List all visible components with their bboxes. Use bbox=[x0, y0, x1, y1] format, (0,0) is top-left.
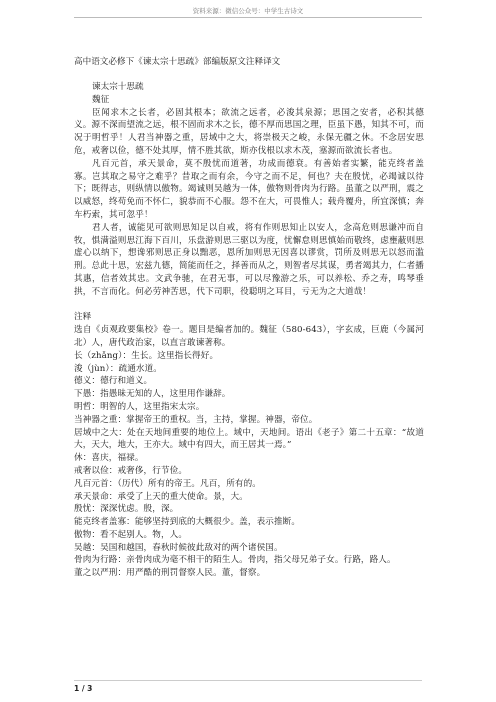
page-header-source: 资料来源：微信公众号：中学生古诗文 bbox=[192, 7, 304, 15]
essay-paragraph: 凡百元首，承天景命，莫不殷忧而道著，功成而德衰。有善始者实繁，能克终者盖寡。岂其取之易守之难乎？昔取之而有余，今守之而不足，何也？夫在殷忧，必竭诚以待下；既得志，则纵情以傲物。竭诚则吴越为一体，傲物则骨肉为行路。虽董之以严刑，震之以威怒，终苟免而不怀仁，貌恭而不心服。怨不在大，可畏惟人；载舟覆舟，所宜深慎；奔车朽索，其可忽乎！ bbox=[74, 158, 424, 220]
essay-text bbox=[74, 107, 424, 299]
note-item: 董之以严刑：用严酷的刑罚督察人民。董，督察。 bbox=[74, 568, 266, 579]
essay-paragraph: 君人者，诚能见可欲则思知足以自戒，将有作则思知止以安人，念高危则思谦冲而自牧，惧满溢则思江海下百川，乐盘游则思三驱以为度，忧懈怠则思慎始而敬终，虑壅蔽则思虚心以纳下，想谗邪则思正身以黜恶，恩所加则思无因喜以谬赏，罚所及则思无以怒而滥刑。总此十思，宏兹九德，简能而任之，择善而从之，则智者尽其谋，勇者竭其力，仁者播其惠，信者效其忠。文武争驰，在君无事，可以尽豫游之乐，可以养松、乔之寿，鸣琴垂拱，不言而化。何必劳神苦思，代下司职，役聪明之耳目，亏无为之大道哉！ bbox=[74, 222, 424, 297]
note-item: 休：喜庆，福禄。 bbox=[74, 453, 144, 464]
essay-title: 谏太宗十思疏 bbox=[92, 82, 144, 92]
note-item: 长（zhǎng）：生长。这里指长得好。 bbox=[74, 350, 219, 361]
note-item: 傲物：看不起别人。物，人。 bbox=[74, 529, 188, 540]
document-title: 高中语文必修下《谏太宗十思疏》部编版原文注释译文 bbox=[74, 57, 281, 67]
note-item: 吴越：吴国和越国，春秋时候彼此敌对的两个诸侯国。 bbox=[74, 542, 283, 553]
note-item: 明哲：明智的人，这里指宋太宗。 bbox=[74, 401, 205, 412]
page-indicator: 1 / 3 bbox=[74, 684, 93, 693]
note-item: 承天景命：承受了上天的重大使命。景，大。 bbox=[74, 491, 248, 502]
note-item: 殷忧：深深忧虑。殷，深。 bbox=[74, 504, 179, 515]
header-divider bbox=[74, 17, 422, 18]
notes-heading: 注释 bbox=[74, 312, 92, 323]
note-item: 德义：德行和道义。 bbox=[74, 376, 153, 387]
essay-paragraph: 臣闻求木之长者，必固其根本；欲流之远者，必浚其泉源；思国之安者，必积其德义。源不深而望流之远，根不固而求木之长，德不厚而思国之理，臣虽下愚，知其不可，而况于明哲乎！人君当神器之重，居域中之大，将崇极天之峻，永保无疆之休。不念居安思危，戒奢以俭，德不处其厚，情不胜其欲，斯亦伐根以求木茂，塞源而欲流长者也。 bbox=[74, 107, 424, 156]
essay-author: 魏征 bbox=[92, 94, 110, 105]
note-item: 居域中之大：处在天地间重要的地位上。域中，天地间。语出《老子》第二十五章：“故道大，天大，地大，王亦大。域中有四大，而王居其一焉。” bbox=[74, 427, 424, 451]
note-item: 下愚：指愚昧无知的人，这里用作谦辞。 bbox=[74, 389, 231, 400]
footer-divider bbox=[74, 680, 422, 681]
notes-section bbox=[74, 311, 424, 580]
note-item: 骨肉为行路：亲骨肉成为毫不相干的陌生人。骨肉，指父母兄弟子女。行路，路人。 bbox=[74, 555, 396, 566]
document-body bbox=[74, 56, 424, 580]
note-item: 浚（jùn）：疏通水道。 bbox=[74, 363, 162, 374]
note-item: 戒奢以俭：戒奢侈，行节俭。 bbox=[74, 465, 188, 476]
note-item: 凡百元首：（历代）所有的帝王。凡百，所有的。 bbox=[74, 478, 261, 489]
note-item: 能克终者盖寡：能够坚持到底的大概很少。盖，表示推断。 bbox=[74, 517, 301, 528]
note-item: 当神器之重：掌握帝王的重权。当，主持，掌握。神器，帝位。 bbox=[74, 414, 318, 425]
note-item: 选自《贞观政要集校》卷一。题目是编者加的。魏征（580-643），字玄成，巨鹿（今属河北）人，唐代政治家，以直言敢谏著称。 bbox=[74, 325, 424, 348]
